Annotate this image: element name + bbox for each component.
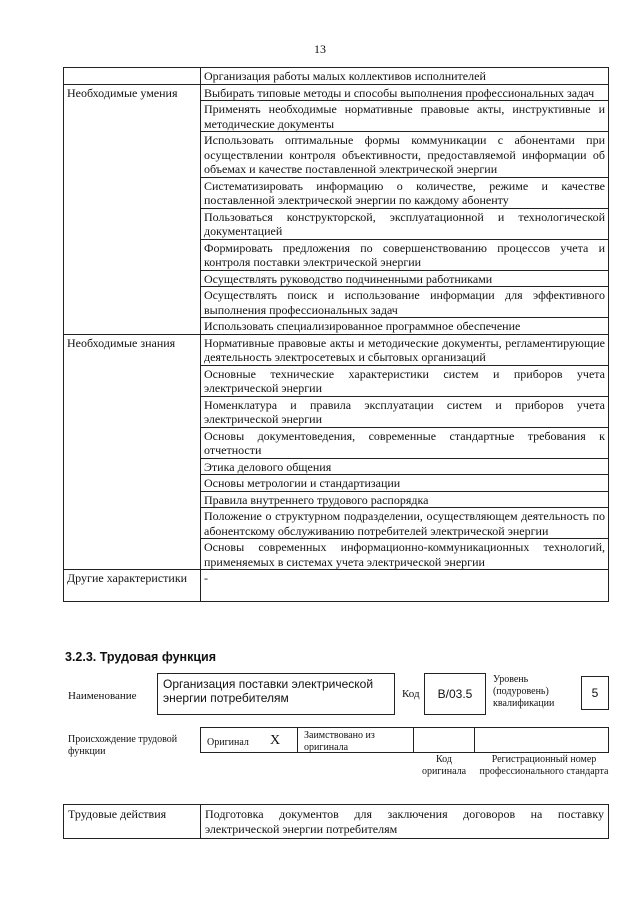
knowledge-item: Нормативные правовые акты и методические документы, регламентирующие деятельность электросетевых и сбытовых организаций — [201, 334, 609, 365]
table-row — [64, 84, 609, 101]
skill-item: Выбирать типовые методы и способы выполнения профессиональных задач — [201, 84, 609, 101]
table-row — [64, 68, 609, 85]
orig-code-label: Код оригинала — [421, 754, 467, 777]
skill-item: Осуществлять руководство подчиненными работниками — [201, 270, 609, 287]
competency-table — [63, 67, 609, 602]
labor-actions-value: Подготовка документов для заключения договоров на поставку электрической энергии потребителям — [201, 805, 609, 839]
level-value: 5 — [581, 676, 609, 710]
divider — [413, 727, 414, 753]
section-title: 3.2.3. Трудовая функция — [65, 650, 217, 664]
table-row — [64, 805, 609, 839]
other-value: - — [201, 570, 609, 602]
skill-item: Систематизировать информацию о количестве, режиме и качестве поставленной электрической энергии по каждому абоненту — [201, 177, 609, 208]
borrowed-label: Заимствовано из оригинала — [304, 730, 375, 753]
skill-item: Использовать специализированное программное обеспечение — [201, 318, 609, 335]
origin-label: Происхождение трудовой функции — [68, 734, 178, 757]
knowledge-item: Основы современных информационно-коммуникационных технологий, применяемых в системах учета электрической энергии — [201, 539, 609, 570]
skill-item: Пользоваться конструкторской, эксплуатационной и технологической документацией — [201, 208, 609, 239]
knowledge-item: Этика делового общения — [201, 458, 609, 475]
knowledge-item: Основные технические характеристики систем и приборов учета электрической энергии — [201, 365, 609, 396]
divider — [297, 727, 298, 753]
knowledge-item: Номенклатура и правила эксплуатации систем и приборов учета электрической энергии — [201, 396, 609, 427]
skill-item: Формировать предложения по совершенствованию процессов учета и контроля поставки электрической энергии — [201, 239, 609, 270]
knowledge-label: Необходимые знания — [64, 334, 201, 570]
divider — [474, 727, 475, 753]
knowledge-item: Основы метрологии и стандартизации — [201, 475, 609, 492]
skill-item: Использовать оптимальные формы коммуникации с абонентами при осуществлении контроля объективности, предоставляемой информации об объемах и качестве поставленной электрической энергии — [201, 132, 609, 178]
code-value: B/03.5 — [424, 673, 486, 715]
original-mark: X — [270, 733, 281, 748]
original-label: Оригинал — [207, 737, 249, 748]
name-value: Организация поставки электрической энергии потребителям — [157, 673, 395, 715]
other-label: Другие характеристики — [64, 570, 201, 602]
page-number: 13 — [314, 42, 326, 56]
empty-label-cell — [64, 68, 201, 85]
knowledge-item: Основы документоведения, современные стандартные требования к отчетности — [201, 427, 609, 458]
name-label: Наименование — [68, 690, 137, 702]
table-row — [64, 334, 609, 365]
labor-actions-table — [63, 804, 609, 839]
level-label: Уровень (подуровень) квалификации — [493, 674, 555, 709]
labor-actions-label: Трудовые действия — [64, 805, 201, 839]
knowledge-item: Правила внутреннего трудового распорядка — [201, 491, 609, 508]
table-row — [64, 570, 609, 602]
skill-item: Применять необходимые нормативные правовые акты, инструктивные и методические документы — [201, 101, 609, 132]
table-cell: Организация работы малых коллективов исполнителей — [201, 68, 609, 85]
skill-item: Осуществлять поиск и использование информации для эффективного выполнения профессиональных задач — [201, 287, 609, 318]
reg-number-label: Регистрационный номер профессионального стандарта — [479, 754, 609, 777]
knowledge-item: Положение о структурном подразделении, осуществляющем деятельность по абонентскому обслуживанию потребителей электрической энергии — [201, 508, 609, 539]
code-label: Код — [402, 688, 420, 700]
skills-label: Необходимые умения — [64, 84, 201, 334]
